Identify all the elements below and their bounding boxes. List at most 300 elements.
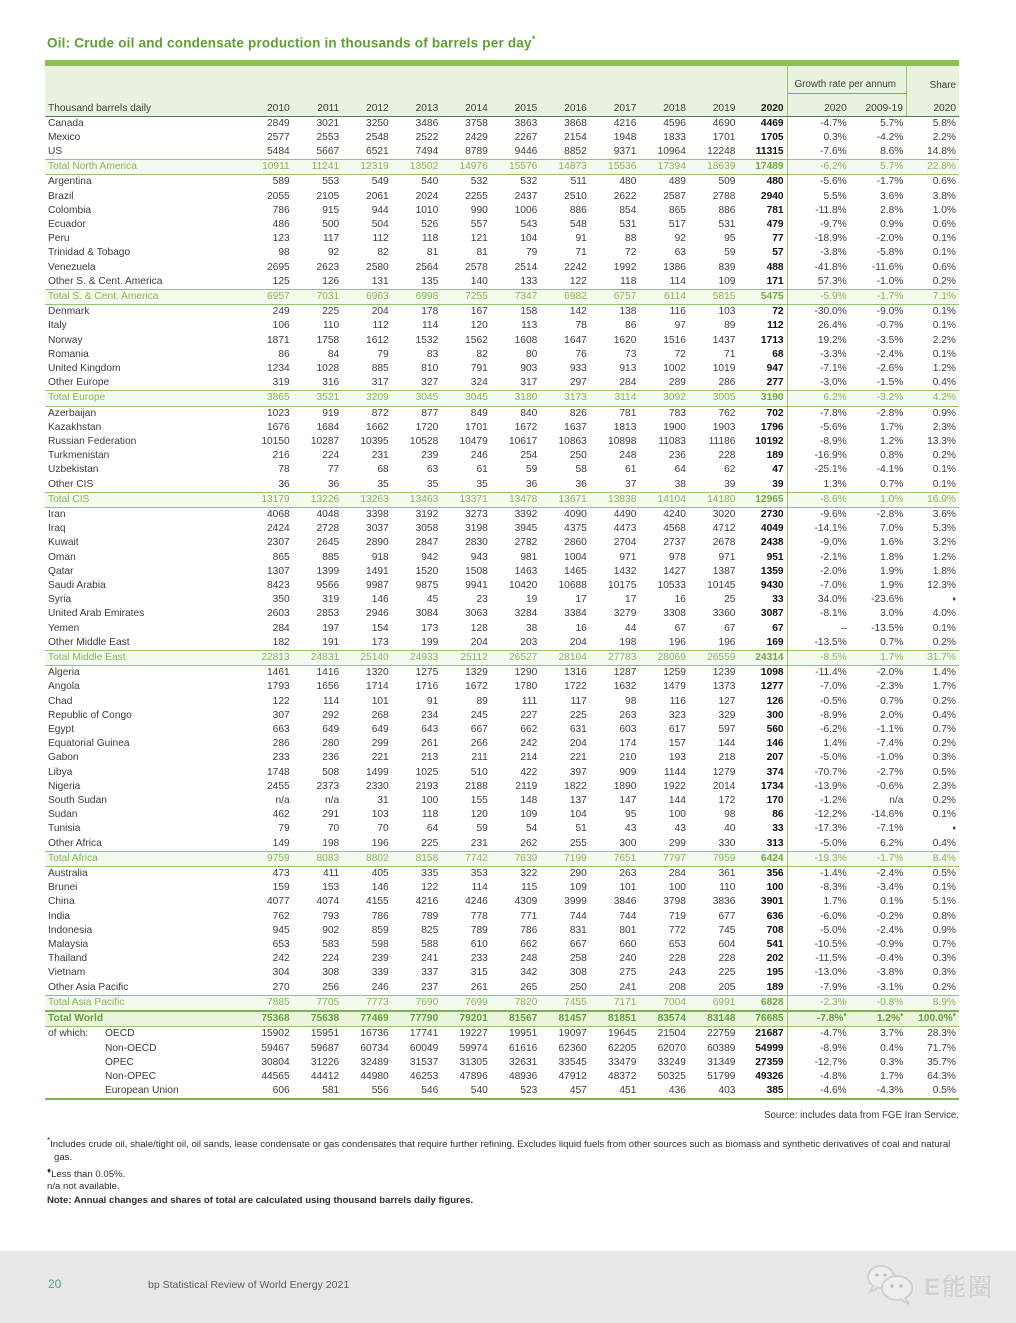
header-spacer [45, 66, 787, 94]
year-value-cell: 17489 [738, 160, 787, 175]
year-value-cell: 79 [278, 823, 290, 835]
year-value-cell: 781 [619, 407, 637, 419]
year-value-cell: 59 [476, 823, 488, 835]
stat-cell: 0.2% [932, 450, 956, 462]
year-value-cell: 1491 [366, 565, 389, 577]
year-value-cell: 3384 [564, 608, 587, 620]
year-value-cell: 17394 [639, 160, 689, 175]
year-value-cell: 2255 [465, 190, 488, 202]
year-value-cell: 3045 [392, 391, 442, 406]
year-value-cell: 2455 [266, 780, 290, 792]
year-value-cell: 1479 [663, 681, 686, 693]
stat-cell: 0.1% [932, 306, 956, 318]
year-value-cell: 24933 [392, 651, 442, 666]
stat-cell: -23.6% [871, 594, 904, 606]
row-label: Total World [45, 1011, 243, 1027]
year-value-cell: 21687 [738, 1027, 787, 1042]
year-value-cell: 317 [520, 377, 538, 389]
table-body [45, 116, 959, 1099]
year-value-cell: 7820 [491, 995, 541, 1011]
row-label: Qatar [48, 565, 74, 577]
year-value-cell: 204 [371, 306, 389, 318]
stat-cell: 1.7% [850, 651, 907, 666]
year-value-cell: 131 [371, 275, 389, 287]
year-value-cell: 70 [327, 823, 340, 835]
stat-cell: 0.1% [932, 247, 956, 259]
stat-cell: 4.2% [906, 391, 959, 406]
year-value-cell: 2154 [564, 131, 587, 143]
year-value-cell: 33 [738, 822, 787, 836]
year-value-cell: 45 [426, 594, 439, 606]
stat-cell: -4.6% [787, 1084, 850, 1099]
stat-cell: -1.0% [876, 275, 904, 287]
year-value-cell: 2678 [712, 537, 736, 549]
year-value-cell: 103 [718, 306, 736, 318]
year-value-cell: 781 [738, 204, 787, 218]
year-value-cell: 26527 [491, 651, 541, 666]
stat-cell: 16.9% [906, 492, 959, 507]
year-value-cell: 849 [470, 407, 488, 419]
year-value-cell: 2603 [266, 608, 290, 620]
year-value-cell: 1437 [712, 334, 736, 346]
year-value-cell: 103 [371, 809, 389, 821]
year-value-cell: 2890 [366, 537, 389, 549]
year-value-cell: 147 [619, 795, 637, 807]
stat-cell: 1.7% [880, 1070, 904, 1082]
stat-cell: -4.8% [820, 1070, 847, 1082]
year-value-cell: 299 [371, 738, 389, 750]
year-value-cell: 3279 [613, 608, 637, 620]
year-value-cell: 7255 [441, 289, 491, 304]
year-value-cell: 4568 [663, 523, 686, 535]
year-value-cell: 228 [718, 450, 736, 462]
stat-cell: -4.2% [876, 131, 904, 143]
stat-cell: 0.1% [932, 478, 956, 490]
year-value-cell: 246 [371, 981, 389, 993]
stat-cell: -7.0% [820, 580, 847, 591]
year-value-cell: 207 [738, 751, 787, 765]
year-value-cell: 1023 [266, 407, 290, 419]
stat-cell: -1.7% [850, 851, 907, 866]
year-value-cell: 7959 [689, 851, 739, 866]
year-value-cell: 118 [422, 809, 439, 821]
year-value-cell: 1399 [316, 565, 340, 577]
year-value-cell: 6757 [590, 289, 640, 304]
year-value-cell: 246 [470, 450, 488, 462]
footnote-na: n/a not available. [47, 1181, 120, 1193]
year-value-cell: 557 [470, 218, 488, 230]
year-value-cell: 79201 [441, 1011, 491, 1027]
year-value-cell: 22759 [707, 1028, 736, 1040]
year-value-cell: 70 [377, 823, 389, 835]
year-value-cell: 225 [718, 967, 736, 979]
stat-cell: -0.5% [820, 695, 847, 707]
stat-cell: 0.2% [932, 738, 956, 750]
year-value-cell: 1516 [663, 334, 686, 346]
year-value-cell: 356 [738, 867, 787, 882]
year-value-cell: 137 [569, 795, 587, 807]
table-row [45, 376, 959, 391]
year-value-cell: 300 [738, 709, 787, 723]
year-value-cell: 1275 [415, 667, 439, 679]
year-value-cell: 2548 [366, 131, 389, 143]
stat-cell: 0.4% [932, 377, 956, 389]
year-value-cell: 48372 [608, 1070, 637, 1082]
stat-cell: 5.1% [932, 896, 956, 908]
column-header-growth-2009-19: 2009-19 [850, 93, 907, 116]
year-value-cell: 13502 [392, 160, 442, 175]
year-value-cell: 113 [521, 320, 538, 332]
year-value-cell: 4049 [738, 522, 787, 536]
year-value-cell: 221 [371, 752, 389, 764]
table-row [45, 478, 959, 493]
page-title: Oil: Crude oil and condensate production in thousands of barrels per day* [47, 34, 536, 51]
year-value-cell: 1672 [514, 421, 538, 433]
row-label: Total Africa [45, 851, 243, 866]
year-value-cell: 98 [724, 809, 736, 821]
year-value-cell: 225 [322, 306, 340, 318]
table-row [45, 190, 959, 204]
stat-cell: 1.7% [823, 896, 847, 908]
stat-cell: 19.2% [817, 334, 847, 346]
year-value-cell: 118 [422, 233, 439, 245]
year-value-cell: 75638 [293, 1011, 343, 1027]
stat-cell: -5.9% [787, 289, 850, 304]
year-value-cell: 205 [718, 981, 736, 993]
table-note: Note: Annual changes and shares of total are calculated using thousand barrels daily figures. [47, 1195, 474, 1207]
year-value-cell: 1612 [366, 334, 389, 346]
year-value-cell: 2578 [465, 261, 488, 273]
year-value-cell: 337 [421, 967, 439, 979]
year-value-cell: 504 [371, 218, 389, 230]
stat-cell: 0.1% [932, 233, 956, 245]
year-value-cell: 44980 [360, 1070, 389, 1082]
year-value-cell: 2429 [465, 131, 488, 143]
year-value-cell: 313 [738, 837, 787, 852]
year-value-cell: 117 [322, 233, 340, 245]
year-value-cell: 1465 [564, 565, 587, 577]
stat-cell: 0.1% [880, 896, 904, 908]
stat-cell: 1.8% [880, 551, 904, 563]
year-value-cell: 120 [470, 320, 488, 332]
year-value-cell: 9875 [415, 580, 439, 591]
row-label: Brunei [48, 882, 78, 894]
table-row [45, 680, 959, 694]
year-value-cell: 702 [738, 406, 787, 421]
year-value-cell: 8083 [293, 851, 343, 866]
year-value-cell: 19097 [558, 1028, 587, 1040]
stat-cell: 1.2% [932, 551, 956, 563]
stat-cell: 2.0% [880, 709, 904, 721]
year-value-cell: 1822 [564, 780, 587, 792]
year-value-cell: 1006 [514, 204, 538, 216]
year-value-cell: 1758 [316, 334, 340, 346]
year-value-cell: 1316 [564, 667, 587, 679]
year-value-cell: 3273 [465, 508, 488, 520]
year-value-cell: 15576 [491, 160, 541, 175]
stat-cell: 35.7% [927, 1056, 956, 1068]
stat-cell: -8.5% [787, 651, 850, 666]
year-value-cell: 13671 [540, 492, 590, 507]
year-value-cell: 1637 [564, 421, 587, 433]
year-value-cell: 4216 [415, 896, 439, 908]
stat-cell: -7.1% [820, 362, 847, 374]
stat-cell: -0.7% [876, 320, 904, 332]
stat-cell: -12.7% [814, 1056, 847, 1068]
year-value-cell: 556 [342, 1084, 392, 1099]
stat-cell: -8.3% [820, 882, 847, 894]
year-value-cell: 885 [371, 362, 389, 374]
year-value-cell: 662 [520, 939, 538, 951]
year-value-cell: 36 [575, 478, 587, 490]
stat-cell: 3.6% [932, 508, 956, 520]
table-row [45, 780, 959, 794]
table-row [45, 492, 959, 507]
stat-cell: -18.9% [814, 233, 847, 245]
year-value-cell: 6114 [639, 289, 689, 304]
year-value-cell: 19951 [508, 1028, 538, 1040]
year-value-cell: 942 [421, 551, 439, 563]
stat-cell: 0.9% [932, 407, 956, 419]
year-value-cell: 178 [421, 306, 439, 318]
stat-cell: 0.2% [932, 695, 956, 707]
year-value-cell: 155 [470, 795, 488, 807]
row-label: Saudi Arabia [48, 580, 106, 591]
year-value-cell: 33479 [608, 1056, 637, 1068]
stat-cell: -8.9% [820, 1042, 847, 1054]
year-value-cell: 361 [718, 868, 736, 880]
year-value-cell: 885 [322, 551, 340, 563]
year-value-cell: 123 [272, 233, 290, 245]
year-value-cell: 488 [738, 261, 787, 275]
year-value-cell: 886 [718, 204, 736, 216]
stat-cell: -2.0% [876, 667, 904, 679]
year-value-cell: 167 [470, 306, 488, 318]
row-label: Libya [48, 766, 73, 778]
year-value-cell: 826 [569, 407, 587, 419]
year-value-cell: 6957 [243, 289, 293, 304]
year-value-cell: 13838 [590, 492, 640, 507]
year-value-cell: 531 [619, 218, 637, 230]
stat-cell: 0.3% [932, 752, 956, 764]
year-value-cell: 3836 [712, 896, 736, 908]
year-value-cell: 532 [470, 176, 488, 188]
stat-cell: 2.2% [932, 131, 956, 143]
page-number: 20 [48, 1277, 62, 1291]
title-footnote-mark: * [531, 34, 536, 44]
year-value-cell: 11315 [738, 145, 787, 160]
table-row [45, 261, 959, 275]
year-value-cell: 1608 [514, 334, 538, 346]
year-value-cell: 971 [718, 551, 736, 563]
year-value-cell: 23 [476, 594, 488, 606]
year-value-cell: 46253 [409, 1070, 439, 1082]
year-value-cell: 327 [421, 377, 439, 389]
year-value-cell: 636 [738, 910, 787, 924]
row-label: Other Asia Pacific [48, 981, 129, 993]
year-value-cell: 6991 [689, 995, 739, 1011]
year-value-cell: 12319 [342, 160, 392, 175]
year-value-cell: 322 [520, 868, 538, 880]
stat-cell: -9.0% [876, 306, 904, 318]
year-value-cell: 17741 [409, 1028, 439, 1040]
year-value-cell: 104 [520, 233, 538, 245]
year-value-cell: 59 [525, 464, 538, 476]
year-value-cell: 643 [421, 724, 439, 736]
year-value-cell: 182 [272, 636, 290, 648]
stat-cell: -1.5% [876, 377, 904, 389]
year-value-cell: 1734 [738, 780, 787, 794]
year-value-cell: 19 [525, 594, 538, 606]
stat-cell: 0.5% [906, 1084, 959, 1099]
year-value-cell: 292 [322, 709, 340, 721]
year-value-cell: 411 [322, 868, 340, 880]
stat-cell: -7.8% [820, 407, 847, 419]
row-label: Other S. & Cent. America [48, 275, 163, 287]
stat-cell: 0.6% [932, 176, 956, 188]
year-value-cell: 511 [570, 176, 587, 188]
year-value-cell: 3901 [738, 895, 787, 909]
row-label: Azerbaijan [48, 407, 97, 419]
table-row [45, 851, 959, 866]
year-value-cell: 789 [470, 924, 488, 936]
year-value-cell: 110 [719, 882, 736, 894]
year-value-cell: 4068 [266, 508, 290, 520]
year-value-cell: 1900 [663, 421, 686, 433]
year-value-cell: 772 [668, 924, 686, 936]
year-value-cell: 100 [421, 795, 439, 807]
year-value-cell: 886 [569, 204, 587, 216]
year-value-cell: 275 [619, 967, 637, 979]
stat-cell: 1.2%♦ [850, 1011, 907, 1027]
year-value-cell: 3999 [564, 896, 587, 908]
stat-cell: 1.6% [880, 537, 904, 549]
year-value-cell: 146 [738, 737, 787, 751]
year-value-cell: 224 [322, 953, 340, 965]
year-value-cell: 284 [619, 377, 637, 389]
table-row [45, 522, 959, 536]
year-value-cell: 228 [668, 953, 686, 965]
year-value-cell: 2853 [316, 608, 340, 620]
year-value-cell: 1684 [316, 421, 340, 433]
stat-cell: 1.2% [932, 362, 956, 374]
row-label: Denmark [48, 306, 90, 318]
year-value-cell: 523 [491, 1084, 541, 1099]
stat-cell: -7.4% [876, 738, 904, 750]
stat-cell: 26.4% [817, 320, 847, 332]
row-label: Oman [48, 551, 76, 563]
year-value-cell: 32489 [360, 1056, 389, 1068]
footnote-mark: ♦ [47, 1165, 52, 1175]
year-value-cell: 112 [372, 233, 389, 245]
year-value-cell: 77790 [392, 1011, 442, 1027]
year-value-cell: 2373 [316, 780, 340, 792]
year-value-cell: 840 [520, 407, 538, 419]
year-value-cell: 3284 [514, 608, 538, 620]
stat-cell: -7.1% [876, 823, 904, 835]
row-label: of which: OECD [45, 1027, 243, 1042]
table-row [45, 275, 959, 290]
stat-cell: 0.1% [932, 320, 956, 332]
stat-cell: 3.6% [880, 190, 904, 202]
table-row [45, 175, 959, 190]
year-value-cell: 27359 [738, 1056, 787, 1070]
year-value-cell: 114 [669, 275, 686, 287]
year-value-cell: 125 [272, 275, 290, 287]
stat-cell: -6.0% [820, 910, 847, 922]
year-value-cell: 196 [718, 636, 736, 648]
year-value-cell: 486 [272, 218, 290, 230]
year-value-cell: 517 [668, 218, 686, 230]
column-header-year: 2011 [293, 93, 343, 116]
year-value-cell: 589 [272, 176, 290, 188]
year-value-cell: 2061 [366, 190, 389, 202]
year-value-cell: 63 [674, 247, 686, 259]
footnote-marker-icon: ♦ [952, 1011, 956, 1019]
table-row [45, 334, 959, 348]
year-value-cell: 1010 [415, 204, 439, 216]
year-value-cell: 277 [738, 376, 787, 391]
stat-cell: 5.3% [932, 523, 956, 535]
year-value-cell: 3045 [441, 391, 491, 406]
stat-cell: 0.1% [932, 882, 956, 894]
year-value-cell: 77 [327, 464, 340, 476]
stat-cell: 8.4% [906, 851, 959, 866]
stat-cell: -5.0% [820, 752, 847, 764]
row-label: Malaysia [48, 939, 89, 951]
year-value-cell: 531 [718, 218, 736, 230]
year-value-cell: 1287 [613, 667, 637, 679]
year-value-cell: 4375 [564, 523, 587, 535]
year-value-cell: 14180 [689, 492, 739, 507]
stat-cell: -2.3% [876, 681, 904, 693]
year-value-cell: 5667 [316, 145, 340, 157]
year-value-cell: 9941 [465, 580, 488, 591]
year-value-cell: 610 [470, 939, 488, 951]
row-label: Total North America [45, 160, 243, 175]
year-value-cell: 76685 [738, 1011, 787, 1027]
year-value-cell: 10898 [608, 435, 637, 447]
year-value-cell: 1144 [664, 766, 686, 778]
year-value-cell: 8789 [465, 145, 488, 157]
year-value-cell: 3037 [366, 523, 389, 535]
year-value-cell: 2623 [316, 261, 340, 273]
stat-cell: -12.2% [814, 809, 847, 821]
year-value-cell: 1259 [663, 667, 686, 679]
year-value-cell: 2105 [316, 190, 340, 202]
stat-cell: -3.8% [876, 967, 904, 979]
year-value-cell: 3863 [514, 117, 538, 129]
year-value-cell: 353 [470, 868, 488, 880]
year-value-cell: 6963 [342, 289, 392, 304]
year-value-cell: 115 [521, 882, 538, 894]
table-row [45, 709, 959, 723]
year-value-cell: 9566 [316, 580, 340, 591]
year-value-cell: 47912 [558, 1070, 587, 1082]
year-value-cell: 786 [371, 910, 389, 922]
year-value-cell: 263 [619, 709, 637, 721]
year-value-cell: 1098 [738, 666, 787, 681]
year-value-cell: 35 [476, 478, 488, 490]
year-value-cell: 38 [525, 622, 538, 634]
table-row [45, 348, 959, 362]
year-value-cell: 1234 [266, 362, 290, 374]
year-value-cell: 91 [426, 695, 439, 707]
year-value-cell: 47896 [459, 1070, 488, 1082]
source-line: Source: includes data from FGE Iran Service. [764, 1110, 959, 1122]
stat-cell: 0.7% [932, 939, 956, 951]
year-value-cell: 61 [476, 464, 488, 476]
